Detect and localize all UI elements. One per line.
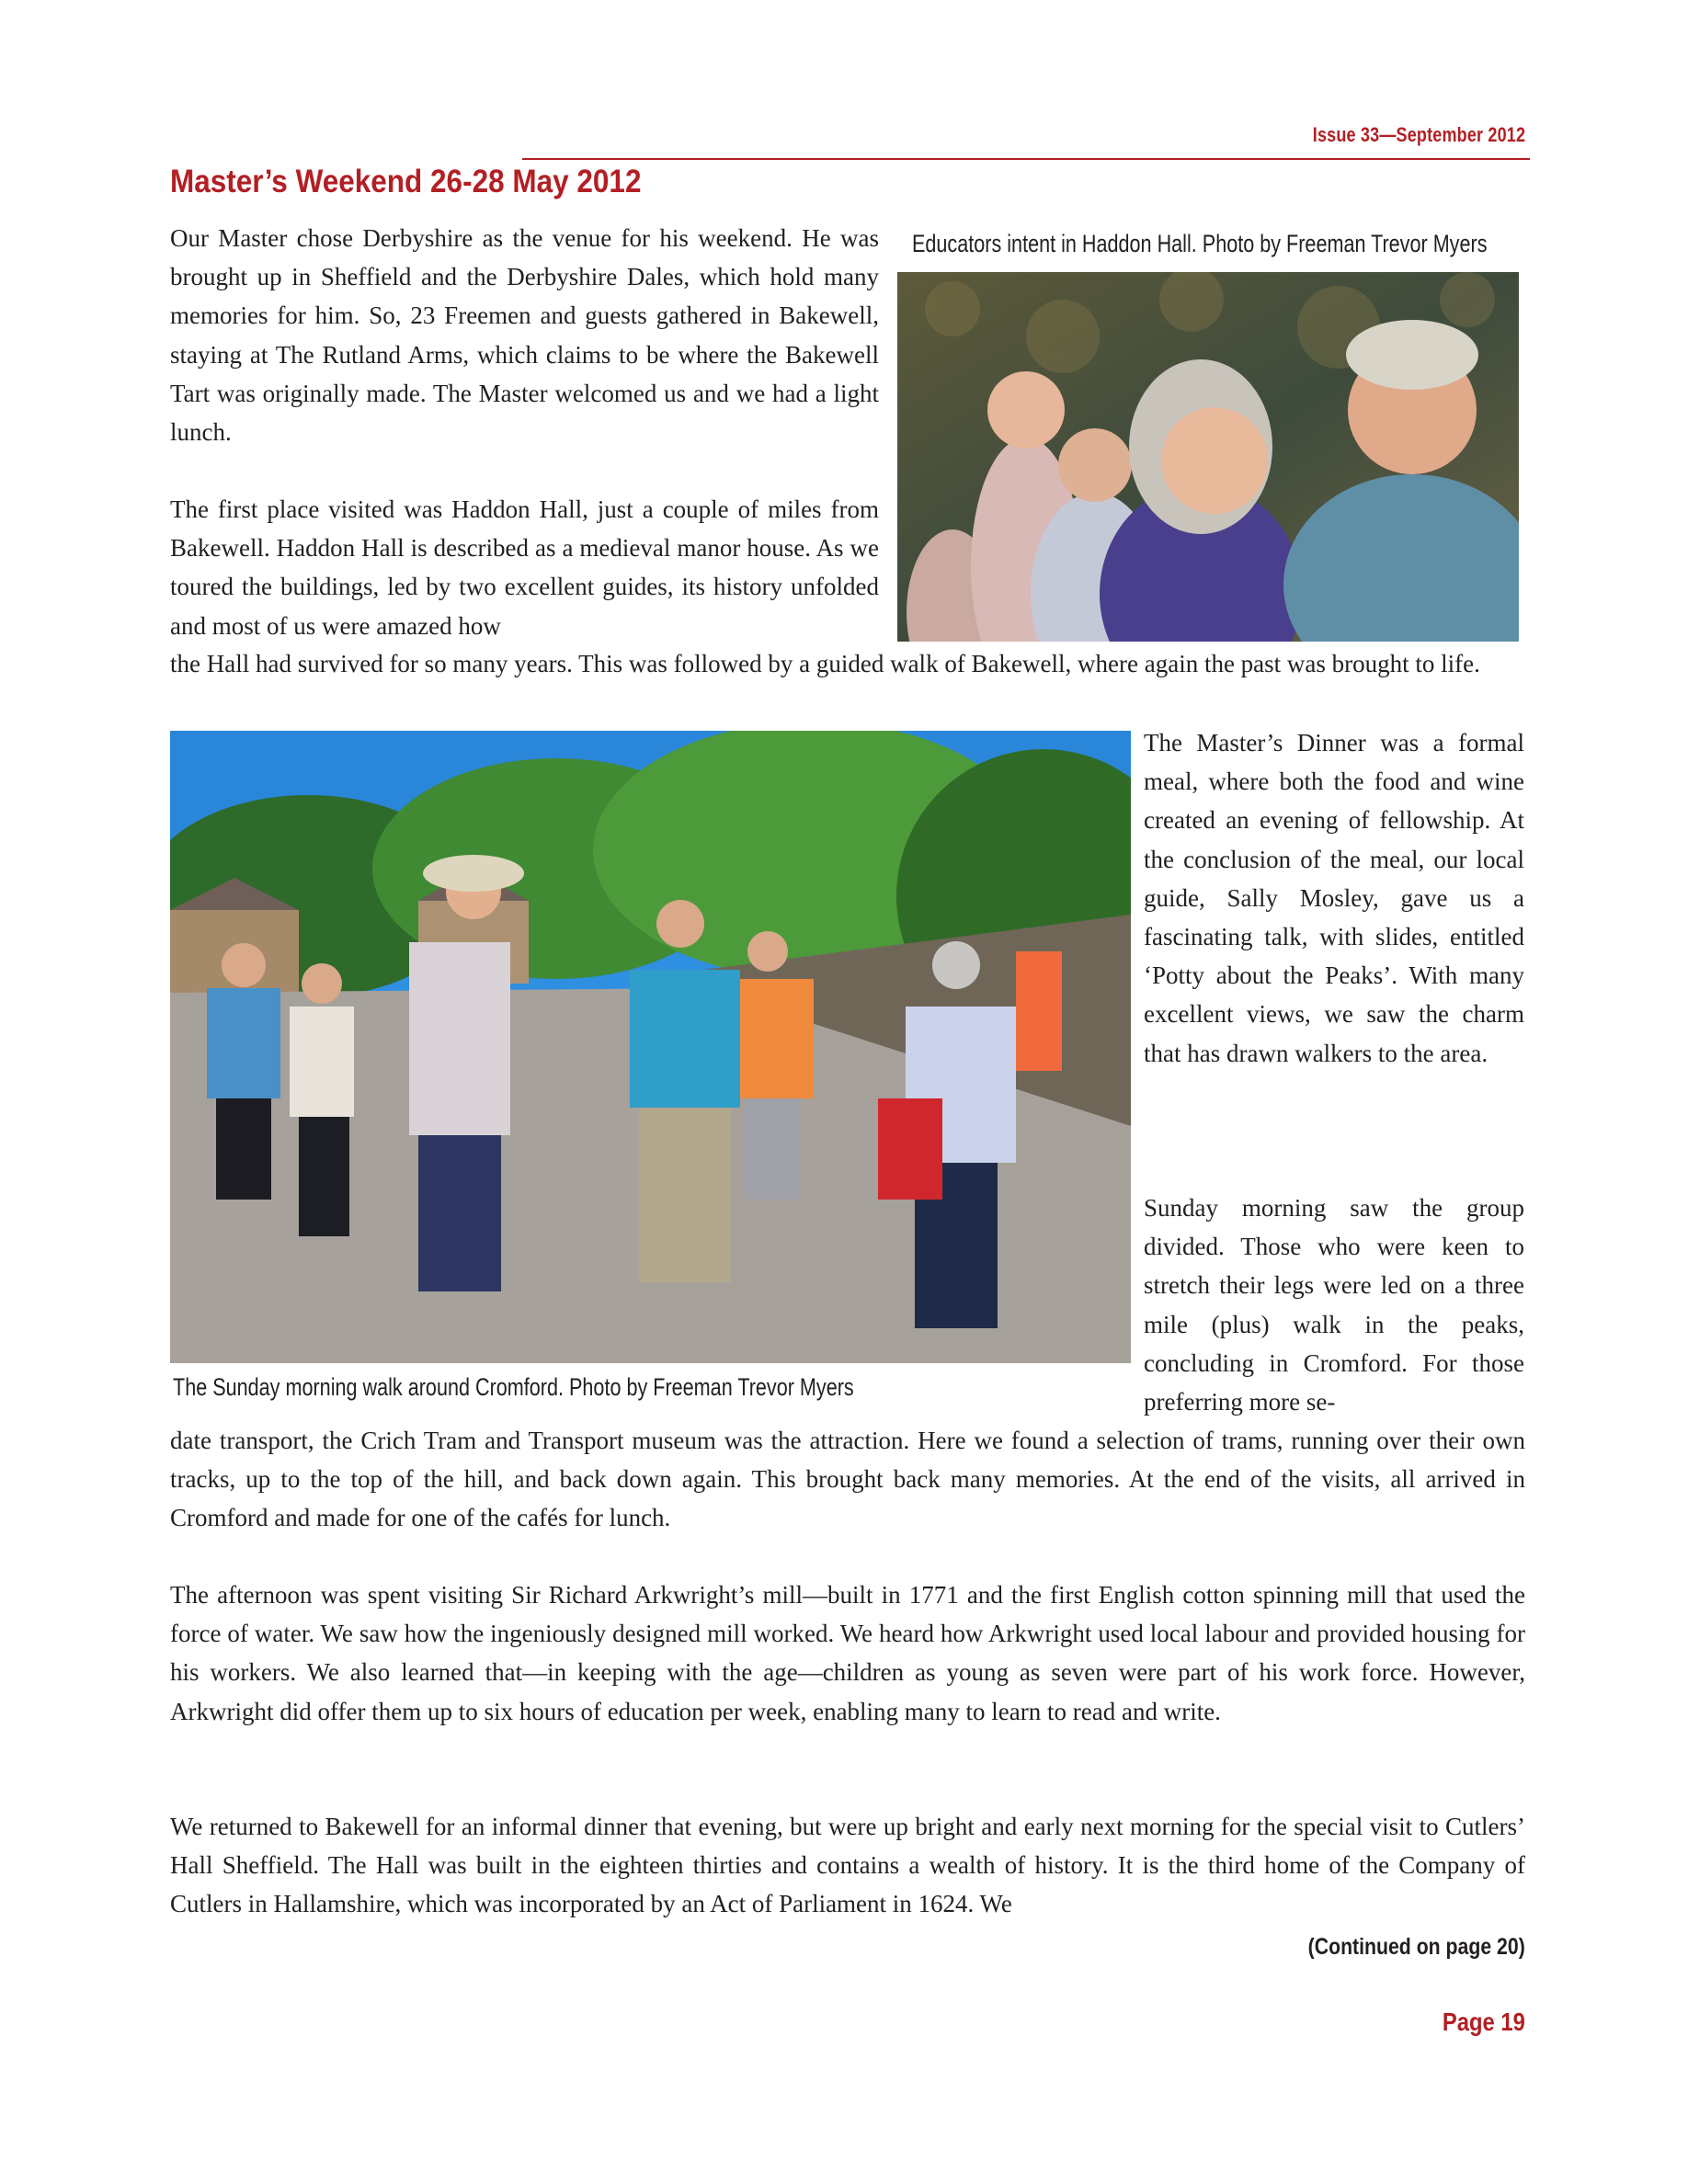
header-rule [522,158,1530,160]
haddon-photo-caption: Educators intent in Haddon Hall. Photo by Freeman Trevor Myers [912,230,1488,257]
issue-label: Issue 33—September 2012 [1312,123,1525,146]
paragraph-sunday-b: date transport, the Crich Tram and Transport museum was the attraction. Here we found a selection of trams, running over their own tracks, up to the top of the hill, and back down again. This brought back many memories. At the end of the visits, all arrived in Cromford and made for one of the cafés for lunch. [170,1427,1525,1532]
paragraph-arkwright: The afternoon was spent visiting Sir Richard Arkwright’s mill—built in 1771 and the first English cotton spinning mill that used the force of water. We saw how the ingeniously designed mill worked. We heard how Arkwright used local labour and provided housing for his workers. We also learned that—in keeping with the age—children as young as seven were part of his work force. However, Arkwright did offer them up to six hours of education per week, enabling many to learn to read and write. [170,1581,1525,1725]
paragraph-haddon-b: the Hall had survived for so many years. This was followed by a guided walk of Bakewell, where again the past was brought to life. [170,650,1480,677]
paragraph-haddon-a: The first place visited was Haddon Hall, just a couple of miles from Bakewell. Haddon Hall is described as a medieval manor house. As we toured the buildings, led by two excellent guides, its history unfolded and most of us were amazed how [170,495,879,640]
cromford-walk-photo [170,731,1131,1363]
paragraph-sunday-a: Sunday morning saw the group divided. Those who were keen to stretch their legs were led on a three mile (plus) walk in the peaks, concluding in Cromford. For those preferring more se- [1144,1194,1524,1416]
page-number: Page 19 [1443,2008,1525,2036]
paragraph-cutlers: We returned to Bakewell for an informal dinner that evening, but were up bright and early next morning for the special visit to Cutlers’ Hall Sheffield. The Hall was built in the eighteen thirties and contains a wealth of history. It is the third home of the Company of Cutlers in Hallamshire, which was incorporated by an Act of Parliament in 1624. We [170,1813,1525,1918]
cromford-photo-caption: The Sunday morning walk around Cromford. Photo by Freeman Trevor Myers [173,1373,854,1401]
paragraph-masters-dinner: The Master’s Dinner was a formal meal, where both the food and wine created an evening of fellowship. At the conclusion of the meal, our local guide, Sally Mosley, gave us a fascinating talk, with slides, entitled ‘Potty about the Peaks’. With many excellent views, we saw the charm that has drawn walkers to the area. [1144,729,1524,1067]
haddon-hall-photo [897,272,1519,642]
continued-note: (Continued on page 20) [1307,1934,1525,1960]
paragraph-intro: Our Master chose Derbyshire as the venue for his weekend. He was brought up in Sheffield and the Derbyshire Dales, which hold many memories for him. So, 23 Freemen and guests gathered in Bakewell, staying at The Rutland Arms, which claims to be where the Bakewell Tart was originally made. The Master welcomed us and we had a light lunch. [170,224,879,447]
article-title: Master’s Weekend 26-28 May 2012 [170,164,642,199]
